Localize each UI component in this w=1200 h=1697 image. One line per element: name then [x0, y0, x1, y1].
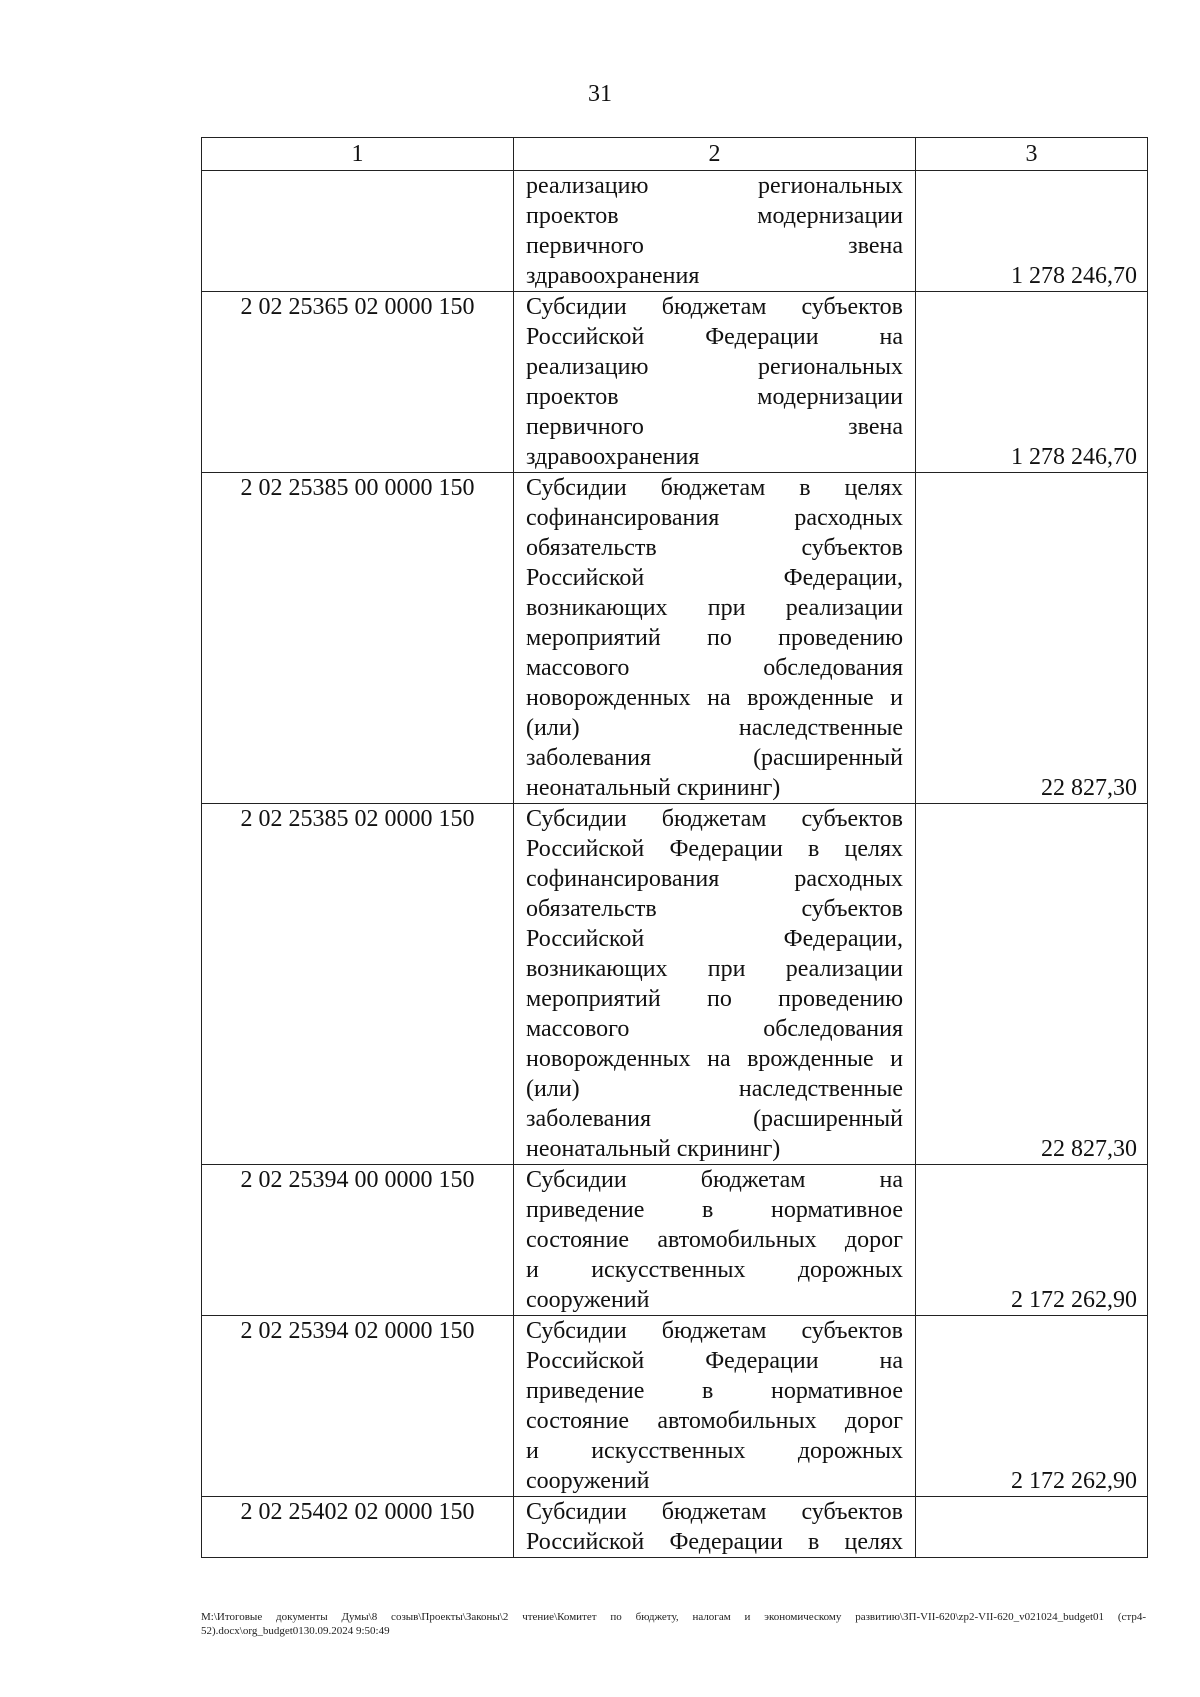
row-amount: 1 278 246,70: [916, 171, 1148, 292]
row-name: [526, 1165, 903, 1315]
row-name-line: неонатальный скрининг): [526, 775, 781, 801]
row-amount: 2 172 262,90: [916, 1165, 1148, 1316]
row-name-line: реализацию региональных: [526, 354, 903, 380]
row-name-line: первичного звена: [526, 233, 903, 259]
row-name-line: Субсидии бюджетам субъектов: [526, 1499, 903, 1525]
row-name-line: Субсидии бюджетам субъектов: [526, 806, 903, 832]
row-code: 2 02 25385 02 0000 150: [202, 804, 514, 1165]
row-name-line: и искусственных дорожных: [526, 1257, 903, 1283]
row-code: [202, 171, 514, 292]
table-row: [202, 292, 1148, 473]
row-name-line: проектов модернизации: [526, 384, 903, 410]
row-name-line: обязательств субъектов: [526, 535, 903, 561]
row-name: [526, 292, 903, 472]
header-col-3: 3: [916, 138, 1148, 171]
table-row: [202, 171, 1148, 292]
row-name-line: массового обследования: [526, 655, 903, 681]
row-name-line: софинансирования расходных: [526, 866, 903, 892]
row-name-line: сооружений: [526, 1468, 650, 1494]
row-code: 2 02 25402 02 0000 150: [202, 1497, 514, 1558]
row-name-line: Российской Федерации на: [526, 324, 903, 350]
row-name-line: заболевания (расширенный: [526, 1106, 903, 1132]
row-code: 2 02 25394 02 0000 150: [202, 1316, 514, 1497]
row-name-line: новорожденных на врожденные и: [526, 1046, 903, 1072]
table-row: [202, 473, 1148, 804]
header-col-2: 2: [514, 138, 916, 171]
row-name-line: здравоохранения: [526, 263, 700, 289]
row-name-line: Российской Федерации в целях: [526, 1529, 903, 1555]
row-name-line: (или) наследственные: [526, 1076, 903, 1102]
row-name-line: заболевания (расширенный: [526, 745, 903, 771]
row-name: [526, 804, 903, 1164]
row-name-line: состояние автомобильных дорог: [526, 1227, 903, 1253]
row-name: [526, 1497, 903, 1557]
page-number: 31: [588, 81, 612, 107]
row-name-line: мероприятий по проведению: [526, 986, 903, 1012]
row-code: 2 02 25365 02 0000 150: [202, 292, 514, 473]
row-name-line: Российской Федерации в целях: [526, 836, 903, 862]
row-name-line: возникающих при реализации: [526, 595, 903, 621]
row-name: [526, 1316, 903, 1496]
row-amount: [916, 1497, 1148, 1558]
table-row: [202, 1316, 1148, 1497]
row-amount: 22 827,30: [916, 804, 1148, 1165]
table-row: [202, 1165, 1148, 1316]
row-name-line: Субсидии бюджетам субъектов: [526, 294, 903, 320]
document-path-footer: М:\Итоговые документы Думы\8 созыв\Проекты\Законы\2 чтение\Комитет по бюджету, налогам и экономическому развитию\ЗП-VII-620\zp2-VII-620_v021024_budget01 (стр4-52).docx\org_budget0130.09.2024 9:50:49: [201, 1611, 1146, 1637]
row-name-line: сооружений: [526, 1287, 650, 1313]
row-name-line: Российской Федерации,: [526, 565, 903, 591]
table-row: [202, 1497, 1148, 1558]
row-name-line: Субсидии бюджетам на: [526, 1167, 903, 1193]
row-code: 2 02 25394 00 0000 150: [202, 1165, 514, 1316]
table-row: [202, 804, 1148, 1165]
row-name-line: Российской Федерации на: [526, 1348, 903, 1374]
row-name-line: первичного звена: [526, 414, 903, 440]
row-name-line: проектов модернизации: [526, 203, 903, 229]
header-col-1: 1: [202, 138, 514, 171]
row-name-line: Субсидии бюджетам субъектов: [526, 1318, 903, 1344]
row-name-line: реализацию региональных: [526, 173, 903, 199]
row-name: [526, 473, 903, 803]
row-amount: 22 827,30: [916, 473, 1148, 804]
row-code: 2 02 25385 00 0000 150: [202, 473, 514, 804]
row-amount: 2 172 262,90: [916, 1316, 1148, 1497]
row-name-line: (или) наследственные: [526, 715, 903, 741]
row-name-line: софинансирования расходных: [526, 505, 903, 531]
row-name-line: приведение в нормативное: [526, 1197, 903, 1223]
row-name-line: Субсидии бюджетам в целях: [526, 475, 903, 501]
row-name-line: здравоохранения: [526, 444, 700, 470]
row-name-line: массового обследования: [526, 1016, 903, 1042]
row-name-line: и искусственных дорожных: [526, 1438, 903, 1464]
row-name-line: приведение в нормативное: [526, 1378, 903, 1404]
row-name-line: обязательств субъектов: [526, 896, 903, 922]
row-name-line: неонатальный скрининг): [526, 1136, 781, 1162]
row-amount: 1 278 246,70: [916, 292, 1148, 473]
row-name-line: состояние автомобильных дорог: [526, 1408, 903, 1434]
row-name-line: возникающих при реализации: [526, 956, 903, 982]
row-name-line: новорожденных на врожденные и: [526, 685, 903, 711]
row-name: [526, 171, 903, 291]
budget-table: [201, 137, 1148, 1558]
row-name-line: Российской Федерации,: [526, 926, 903, 952]
table-header-row: [202, 138, 1148, 171]
row-name-line: мероприятий по проведению: [526, 625, 903, 651]
